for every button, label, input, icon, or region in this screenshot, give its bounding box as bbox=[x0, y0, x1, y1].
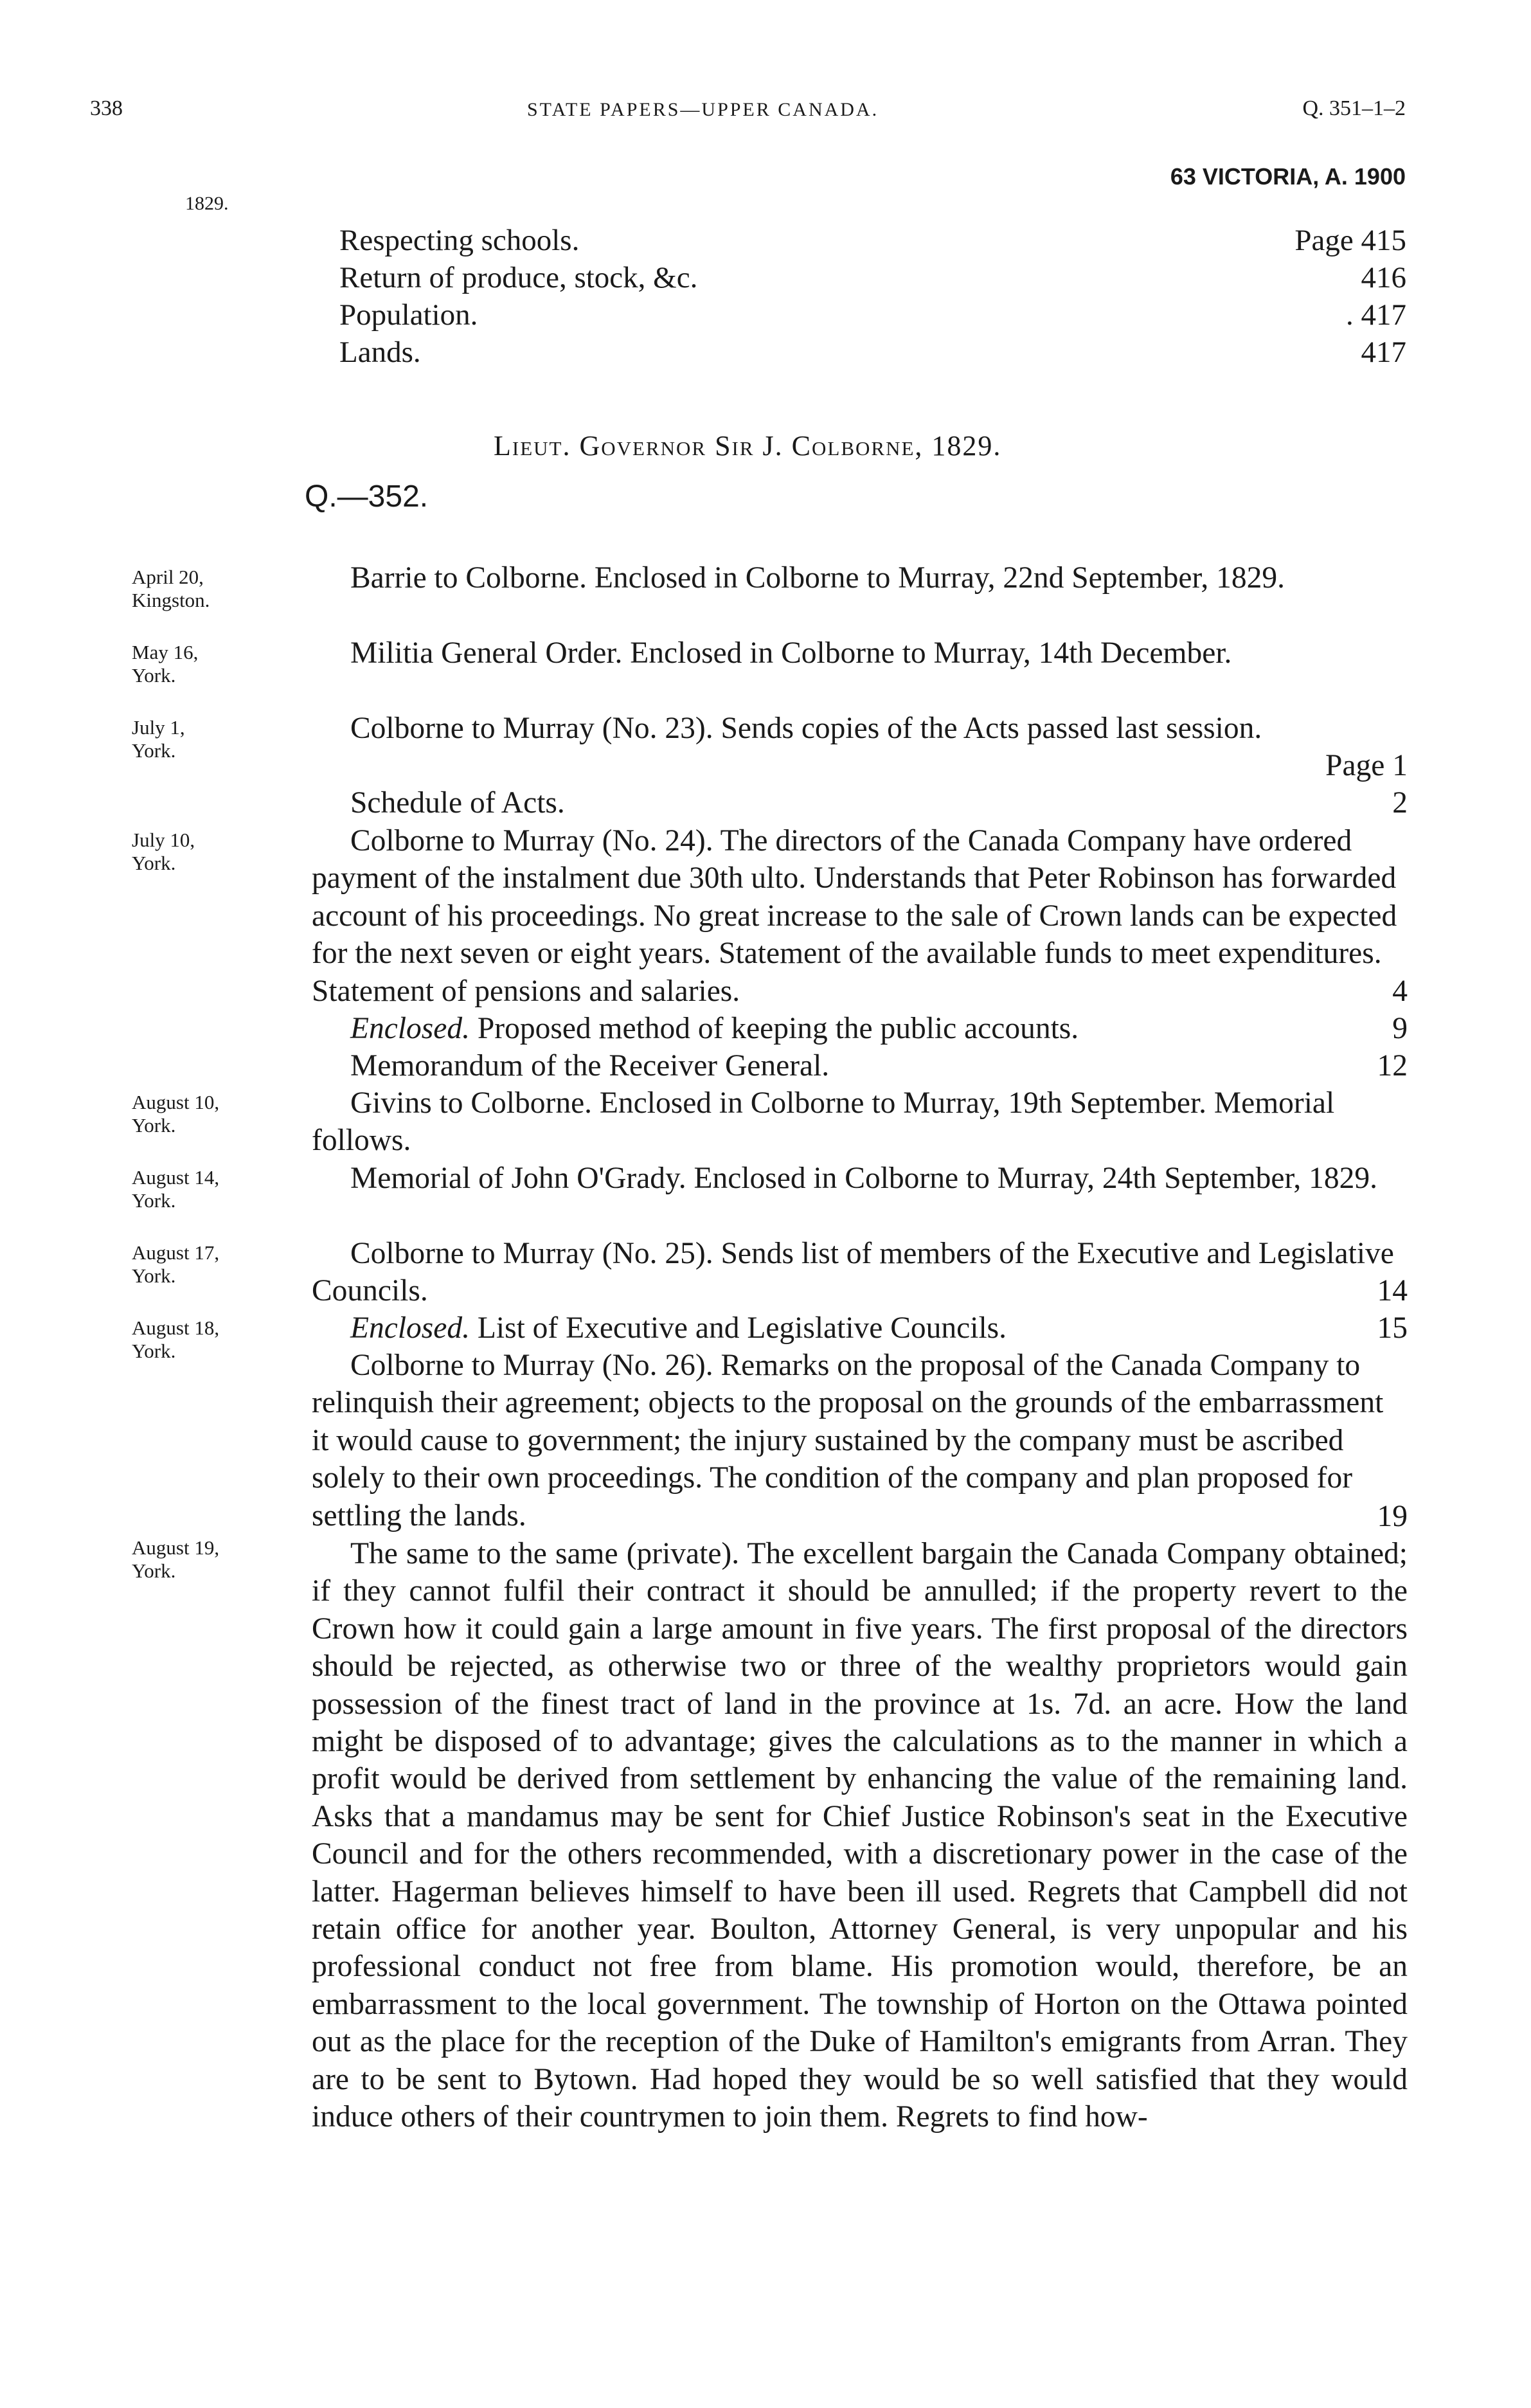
entry-date: August 18, York. bbox=[132, 1316, 220, 1362]
entry-date: August 10, York. bbox=[132, 1091, 220, 1137]
entry-date: August 19, York. bbox=[132, 1536, 220, 1582]
contents-item bbox=[339, 222, 1406, 259]
contents-item-page: Page 415 bbox=[1294, 224, 1406, 257]
contents-item bbox=[339, 259, 1406, 296]
entry-page-ref: Page 1 bbox=[1325, 749, 1408, 782]
contents-item-page: . 417 bbox=[1346, 298, 1406, 332]
entry-page-ref: 4 bbox=[1392, 975, 1408, 1008]
contents-item-label: Respecting schools. bbox=[339, 224, 580, 257]
entry-date: May 16, York. bbox=[132, 641, 199, 687]
contents-year: 1829. bbox=[185, 193, 229, 214]
contents-item-label: Population. bbox=[339, 298, 478, 332]
entry-text: Colborne to Murray (No. 25). Sends list of members of the Executive and Legislative Councils. bbox=[312, 1237, 1394, 1308]
page-number: 338 bbox=[90, 96, 123, 120]
entry-date: July 10, York. bbox=[132, 829, 195, 874]
running-title: STATE PAPERS—UPPER CANADA. bbox=[527, 99, 879, 120]
entry-enclosure: Enclosed. Proposed method of keeping the public accounts. 9 bbox=[350, 1012, 1408, 1045]
entry-text: Barrie to Colborne. Enclosed in Colborne to Murray, 22nd September, 1829. bbox=[350, 561, 1285, 595]
entry-memorandum: Memorandum of the Receiver General. 12 bbox=[350, 1049, 1408, 1083]
entry-date: August 17, York. bbox=[132, 1241, 220, 1287]
contents-item bbox=[339, 334, 1406, 371]
contents-item bbox=[339, 296, 1406, 334]
contents-item-page: 416 bbox=[1361, 261, 1406, 294]
entry-page-ref: 19 bbox=[1377, 1500, 1408, 1533]
volume-line: 63 VICTORIA, A. 1900 bbox=[1170, 163, 1406, 190]
entry-text: Givins to Colborne. Enclosed in Colborne to Murray, 19th September. Memorial follows. bbox=[312, 1086, 1335, 1158]
entry-date: April 20, Kingston. bbox=[132, 566, 210, 611]
entry-subitem: Schedule of Acts. 2 bbox=[350, 786, 1408, 820]
contents-list bbox=[339, 222, 1406, 371]
contents-item-label: Lands. bbox=[339, 336, 421, 369]
entry-text: Militia General Order. Enclosed in Colborne to Murray, 14th December. bbox=[350, 636, 1232, 670]
entry-text: Colborne to Murray (No. 26). Remarks on the proposal of the Canada Company to relinquish their agreement; objects to the proposal on the grounds of the embarrassment it would cause to government; the injury sustained by the company must be ascribed solely to their own proceedings. The condition of the company and plan proposed for settling the lands. bbox=[312, 1349, 1384, 1532]
entry-page-ref: 14 bbox=[1377, 1274, 1408, 1307]
entry-text: The same to the same (private). The excellent bargain the Canada Company obtained; if they cannot fulfil their contract it should be annulled; if the property revert to the Crown how it could gain a large amount in five years. The first proposal of the directors should be rejected, as otherwise two or three of the wealthy proprietors would gain possession of the finest tract of land in the province at 1s. 7d. an acre. How the land might be disposed of to advantage; gives the calculations as to the manner in which a profit would be derived from settlement by enhancing the value of the remaining land. Asks that a mandamus may be sent for Chief Justice Robinson's seat in the Executive Council and for the others recommended, with a discretionary power in the case of the latter. Hagerman believes himself to have been ill used. Regrets that Campbell did not retain office for another year. Boulton, Attorney General, is very unpopular and his professional conduct not free from blame. His promotion would, therefore, be an embarrassment to the local government. The township of Horton on the Ottawa pointed out as the place for the reception of the Duke of Hamilton's emigrants from Arran. They are to be sent to Bytown. Had hoped they would be so well satisfied that they would induce others of their countrymen to join them. Regrets to find how- bbox=[312, 1537, 1408, 2134]
entry-text: Memorial of John O'Grady. Enclosed in Colborne to Murray, 24th September, 1829. bbox=[350, 1162, 1378, 1195]
contents-item-page: 417 bbox=[1361, 336, 1406, 369]
contents-item-label: Return of produce, stock, &c. bbox=[339, 261, 698, 294]
series-number: Q.—352. bbox=[305, 480, 429, 514]
reference-number: Q. 351–1–2 bbox=[1302, 96, 1406, 120]
entry-enclosure: Enclosed. List of Executive and Legislative Councils. 15 bbox=[350, 1311, 1408, 1345]
entry-text: Colborne to Murray (No. 23). Sends copies of the Acts passed last session. bbox=[350, 712, 1262, 745]
entry-date: August 14, York. bbox=[132, 1166, 220, 1212]
entry-text: Colborne to Murray (No. 24). The directors of the Canada Company have ordered payment of the instalment due 30th ulto. Understands that Peter Robinson has forwarded account of his proceedings. No great increase to the sale of Crown lands can be expected for the next seven or eight years. Statement of the available funds to meet expenditures. Statement of pensions and salaries. bbox=[312, 824, 1397, 1008]
entry-date: July 1, York. bbox=[132, 716, 185, 762]
section-heading: Lieut. Governor Sir J. Colborne, 1829. bbox=[494, 430, 1002, 462]
